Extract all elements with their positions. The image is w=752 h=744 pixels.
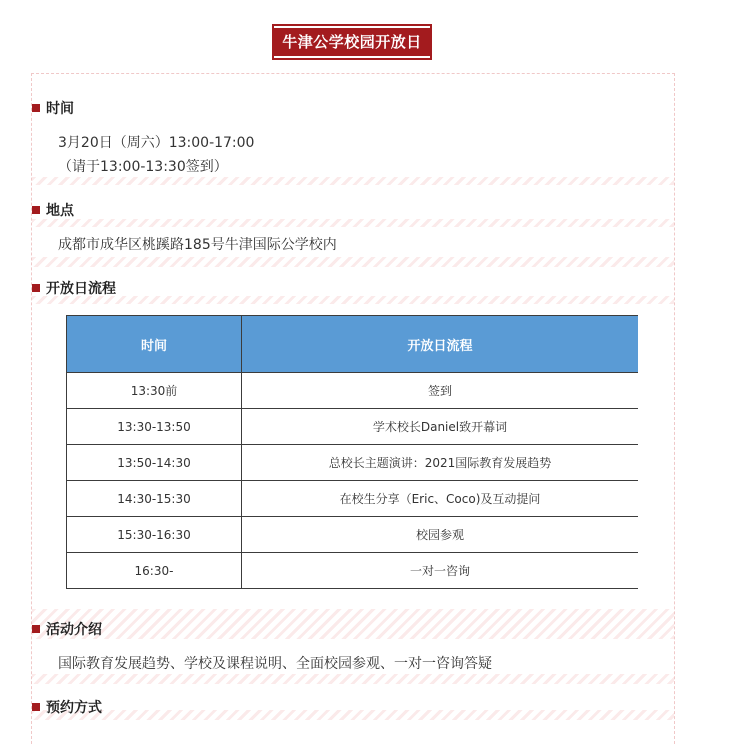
cell-time: 16:30- (67, 553, 242, 589)
bullet-square-icon (32, 625, 40, 633)
intro-line-1: 国际教育发展趋势、学校及课程说明、全面校园参观、一对一咨询答疑 (58, 656, 492, 672)
cell-activity: 学术校长Daniel致开幕词 (242, 409, 639, 445)
schedule-table (66, 315, 638, 589)
cell-activity: 在校生分享（Eric、Coco)及互动提问 (242, 481, 639, 517)
cell-activity: 校园参观 (242, 517, 639, 553)
table-header-row (67, 316, 639, 373)
time-line-2: （请于13:00-13:30签到） (58, 159, 228, 175)
heading-label: 地点 (46, 203, 74, 219)
section-heading-flow (32, 278, 116, 298)
place-line-1: 成都市成华区桃蹊路185号牛津国际公学校内 (58, 237, 337, 253)
divider-stripe (32, 219, 674, 227)
divider-stripe (32, 609, 674, 639)
bullet-square-icon (32, 703, 40, 711)
bullet-square-icon (32, 104, 40, 112)
cell-time: 14:30-15:30 (67, 481, 242, 517)
table-row (67, 373, 639, 409)
divider-stripe (32, 177, 674, 185)
bullet-square-icon (32, 284, 40, 292)
section-heading-booking (32, 697, 102, 717)
heading-label: 开放日流程 (46, 281, 116, 297)
cell-activity: 签到 (242, 373, 639, 409)
divider-stripe (32, 296, 674, 304)
table-row (67, 553, 639, 589)
divider-stripe (32, 257, 674, 267)
page-title: 牛津公学校园开放日 (274, 26, 430, 58)
table-row (67, 445, 639, 481)
bullet-square-icon (32, 206, 40, 214)
section-heading-time (32, 98, 74, 118)
cell-time: 13:30-13:50 (67, 409, 242, 445)
cell-time: 15:30-16:30 (67, 517, 242, 553)
column-header-time: 时间 (67, 316, 242, 373)
table-row (67, 481, 639, 517)
cell-activity: 总校长主题演讲：2021国际教育发展趋势 (242, 445, 639, 481)
time-line-1: 3月20日（周六）13:00-17:00 (58, 135, 255, 151)
table-row (67, 517, 639, 553)
section-heading-intro (32, 619, 102, 639)
cell-activity: 一对一咨询 (242, 553, 639, 589)
cell-time: 13:30前 (67, 373, 242, 409)
section-heading-place (32, 200, 74, 220)
cell-time: 13:50-14:30 (67, 445, 242, 481)
table-row (67, 409, 639, 445)
divider-stripe (32, 710, 674, 720)
column-header-flow: 开放日流程 (242, 316, 639, 373)
heading-label: 活动介绍 (46, 622, 102, 638)
divider-stripe (32, 674, 674, 684)
title-wrap (0, 26, 704, 58)
heading-label: 预约方式 (46, 700, 102, 716)
heading-label: 时间 (46, 101, 74, 117)
